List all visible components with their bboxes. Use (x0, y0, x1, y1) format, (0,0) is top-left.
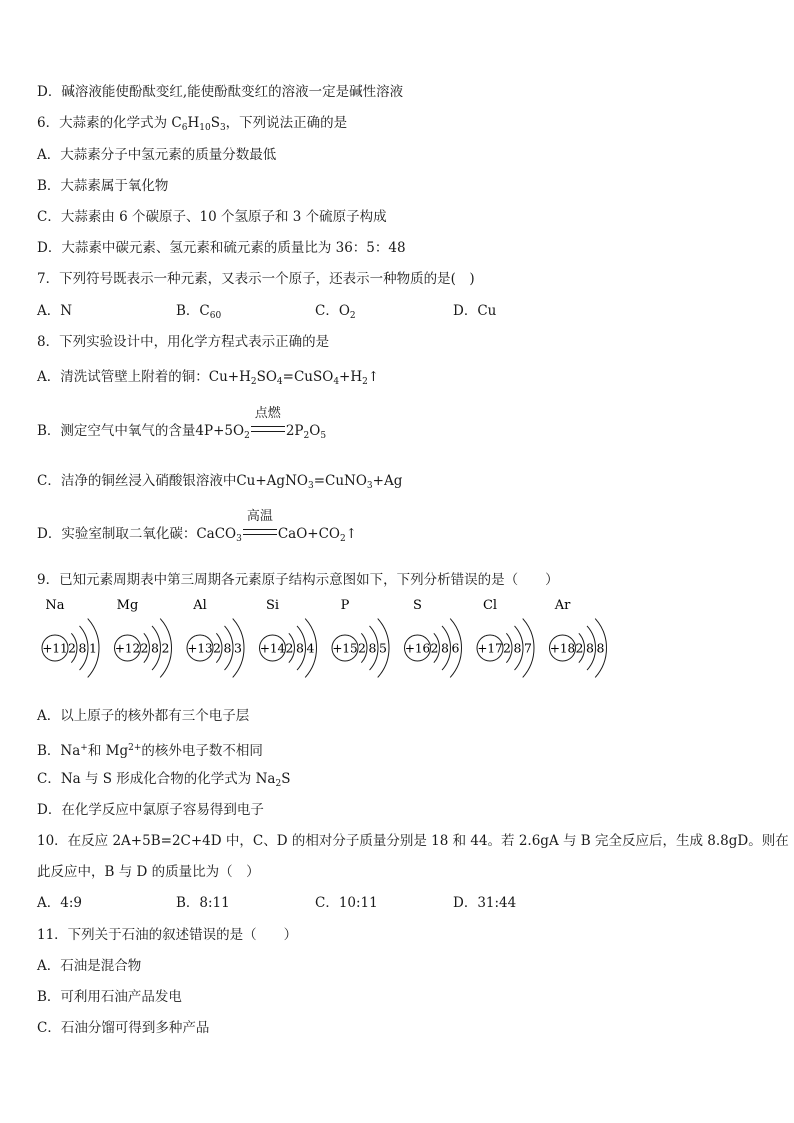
electron-count: 8 (296, 640, 304, 656)
atom-diagram-cl (477, 598, 534, 677)
nuclear-charge: +13 (187, 641, 213, 656)
element-symbol: S (413, 598, 422, 613)
electron-count: 8 (596, 640, 605, 656)
electron-count: 2 (161, 640, 170, 656)
q6-option-a: A．大蒜素分子中氢元素的质量分数最低 (37, 147, 277, 163)
element-symbol: Cl (482, 598, 498, 613)
electron-count: 8 (151, 640, 159, 656)
atom-diagram-mg (115, 598, 172, 677)
electron-count: 2 (68, 640, 76, 656)
electron-count: 7 (524, 640, 532, 656)
q10-stem-line2: 此反应中，B 与 D 的质量比为（ ） (37, 864, 260, 880)
q10-option-d: D．31:44 (453, 895, 517, 911)
electron-count: 8 (586, 640, 594, 656)
nuclear-charge: +18 (549, 641, 576, 656)
q11-stem: 11．下列关于石油的叙述错误的是（ ） (37, 927, 298, 943)
q7-option-b: B．$C_{60}$ (176, 303, 222, 321)
electron-count: 8 (223, 640, 232, 656)
q8-option-c: C．洁净的铜丝浸入硝酸银溶液中Cu+AgNO$_3$=CuNO$_3$+Ag (37, 473, 403, 491)
q9-option-a: A．以上原子的核外都有三个电子层 (37, 708, 250, 724)
electron-count: 2 (285, 640, 294, 656)
q7-option-c: C．$O_2$ (315, 303, 356, 321)
electron-count: 2 (430, 640, 439, 656)
atomic-structure-diagrams (30, 593, 630, 693)
q9-option-c: C．Na 与 S 形成化合物的化学式为 $Na_2S$ (37, 771, 291, 789)
electron-count: 8 (513, 640, 522, 656)
electron-count: 2 (140, 640, 149, 656)
nuclear-charge: +17 (477, 641, 503, 656)
nuclear-charge: +11 (42, 641, 68, 656)
electron-count: 1 (89, 640, 97, 656)
nuclear-charge: +14 (259, 641, 286, 656)
electron-count: 2 (213, 640, 221, 656)
element-symbol: Si (265, 598, 280, 613)
q6-option-c: C．大蒜素由 6 个碳原子、10 个氢原子和 3 个硫原子构成 (37, 209, 387, 225)
q7-stem: 7．下列符号既表示一种元素，又表示一个原子，还表示一种物质的是( ) (37, 271, 475, 287)
q10-option-c: C．10:11 (315, 895, 378, 911)
electron-count: 6 (451, 640, 460, 656)
electron-count: 8 (368, 640, 377, 656)
electron-count: 2 (575, 640, 584, 656)
q8-stem: 8．下列实验设计中，用化学方程式表示正确的是 (37, 334, 330, 350)
q11-option-c: C．石油分馏可得到多种产品 (37, 1020, 210, 1036)
element-symbol: P (340, 598, 350, 613)
electron-count: 5 (379, 640, 387, 656)
condition-ignite: 点燃 (251, 422, 285, 440)
element-symbol: Al (193, 598, 207, 613)
q11-option-b: B．可利用石油产品发电 (37, 989, 182, 1005)
atom-diagram-ar (550, 598, 607, 677)
atom-diagram-p (332, 598, 389, 677)
q10-option-a: A．4:9 (37, 895, 82, 911)
q10-stem-line1: 10．在反应 2A+5B=2C+4D 中，C、D 的相对分子质量分别是 18 和 44。若 2.6gA 与 B 完全反应后，生成 8.8gD。则在 (37, 833, 789, 849)
q6-option-b: B．大蒜素属于氧化物 (37, 178, 169, 194)
atom-diagram-s (405, 598, 462, 677)
atom-diagram-si (260, 598, 317, 677)
condition-high-temp: 高温 (243, 525, 277, 543)
electron-count: 2 (358, 640, 366, 656)
electron-count: 8 (78, 640, 87, 656)
q9-option-d: D．在化学反应中氯原子容易得到电子 (37, 802, 264, 818)
nuclear-charge: +15 (332, 641, 358, 656)
q6-option-d: D．大蒜素中碳元素、氢元素和硫元素的质量比为 36：5：48 (37, 240, 406, 256)
atom-diagram-na (42, 598, 99, 677)
q7-option-a: A．N (37, 303, 73, 319)
q8-option-b: B．测定空气中氧气的含量$4P+5O_2$ 点燃 $2P_2O_5$ (37, 406, 327, 441)
q9-stem: 9．已知元素周期表中第三周期各元素原子结构示意图如下，下列分析错误的是（ ） (37, 572, 559, 588)
q6-stem: 6．大蒜素的化学式为 $C_6H_{10}S_3$，下列说法正确的是 (37, 115, 348, 133)
element-symbol: Mg (116, 598, 139, 613)
q11-option-a: A．石油是混合物 (37, 958, 142, 974)
q5-option-d: D．碱溶液能使酚酞变红,能使酚酞变红的溶液一定是碱性溶液 (37, 84, 404, 100)
q8-option-d: D．实验室制取二氧化碳：CaCO$_3$ 高温 $CaO+CO_2↑$ (37, 509, 358, 544)
atom-diagram-al (187, 598, 244, 677)
electron-count: 8 (441, 640, 449, 656)
electron-count: 3 (234, 640, 242, 656)
element-symbol: Ar (554, 598, 571, 613)
q10-option-b: B．8:11 (176, 895, 230, 911)
q8-option-a: A．清洗试管壁上附着的铜：$Cu+H_2SO_4=CuSO_4+H_2↑$ (37, 369, 380, 387)
nuclear-charge: +16 (404, 641, 431, 656)
q7-option-d: D．Cu (453, 303, 497, 319)
element-symbol: Na (45, 598, 65, 613)
q9-option-b: B．Na+和 $Mg^{2+}$的核外电子数不相同 (37, 743, 263, 759)
electron-count: 2 (503, 640, 511, 656)
nuclear-charge: +12 (114, 641, 141, 656)
electron-count: 4 (306, 640, 315, 656)
